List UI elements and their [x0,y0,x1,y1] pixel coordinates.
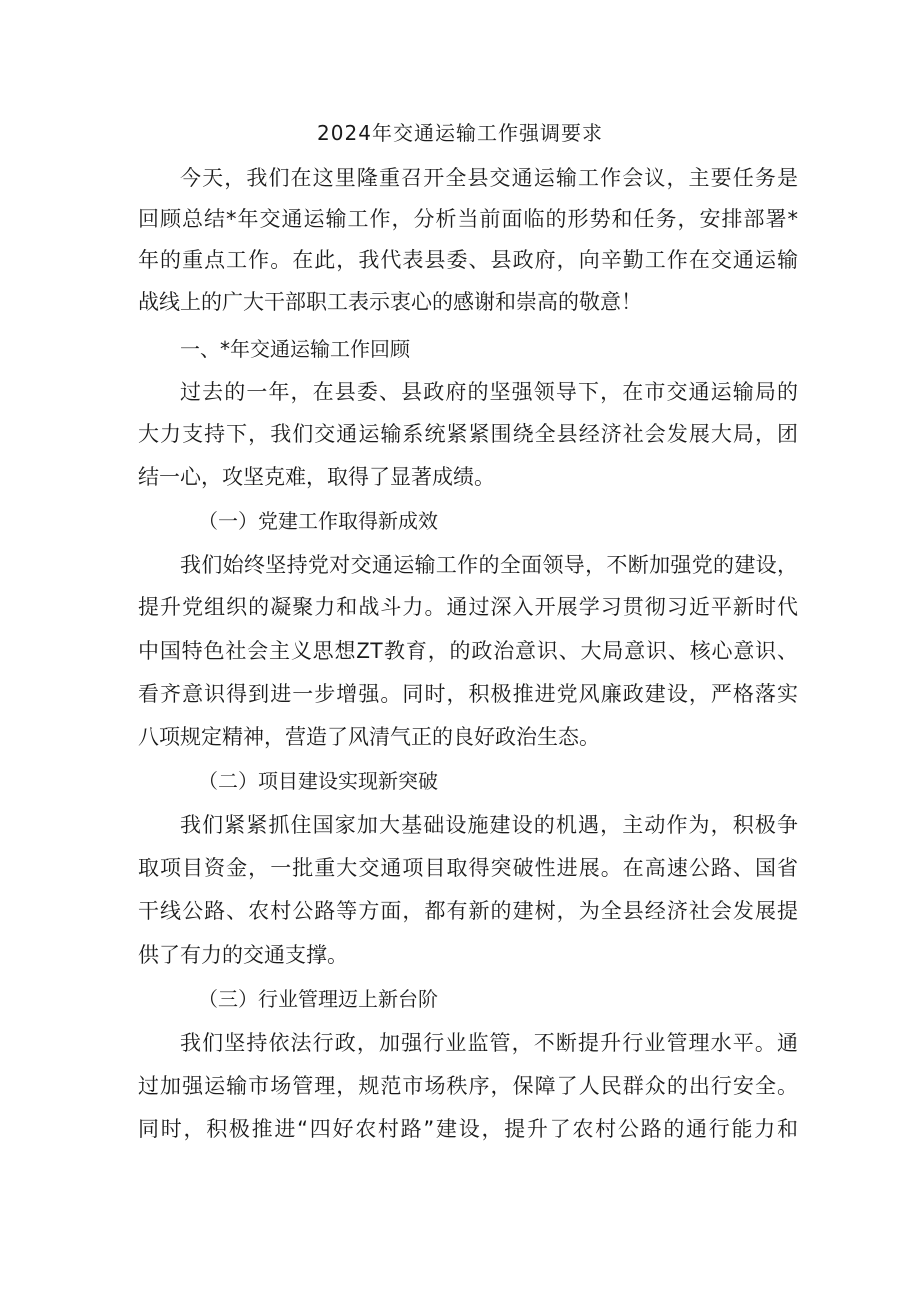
paragraph-line: 战线上的广大干部职工表示衷心的感谢和崇高的敬意！ [138,290,642,314]
line-text: 教育，的政治意识、大局意识、核心意识、 [383,639,799,663]
paragraph-line: 同时，积极推进“四好农村路”建设，提升了农村公路的通行能力和 [138,1117,798,1141]
paragraph-line: 年的重点工作。在此，我代表县委、县政府，向辛勤工作在交通运输 [138,248,798,272]
paragraph-line: 大力支持下，我们交通运输系统紧紧围绕全县经济社会发展大局，团 [138,422,798,446]
paragraph-line: 提升党组织的凝聚力和战斗力。通过深入开展学习贯彻习近平新时代 [138,595,798,619]
paragraph-line: 干线公路、农村公路等方面，都有新的建树，为全县经济社会发展提 [138,899,798,923]
paragraph-line: 我们坚持依法行政，加强行业监管，不断提升行业管理水平。通 [180,1031,798,1055]
paragraph-line: 今天，我们在这里隆重召开全县交通运输工作会议，主要任务是 [180,166,798,190]
document-title: 2024年交通运输工作强调要求 [317,121,603,145]
subsection-heading: （三）行业管理迈上新台阶 [198,987,438,1011]
subsection-heading: （二）项目建设实现新突破 [198,769,438,793]
paragraph-line: 我们紧紧抓住国家加大基础设施建设的机遇，主动作为，积极争 [180,813,798,837]
paragraph-line [138,636,798,666]
paragraph-line: 过加强运输市场管理，规范市场秩序，保障了人民群众的出行安全。 [138,1074,798,1098]
line-text: 中国特色社会主义思想 [138,639,357,663]
paragraph-line: 供了有力的交通支撑。 [138,943,348,967]
paragraph-line: 看齐意识得到进一步增强。同时，积极推进党风廉政建设，严格落实 [138,682,798,706]
section-heading: 一、*年交通运输工作回顾 [180,337,410,361]
paragraph-line: 取项目资金，一批重大交通项目取得突破性进展。在高速公路、国省 [138,856,798,880]
subsection-heading: （一）党建工作取得新成效 [198,509,438,533]
paragraph-line: 回顾总结*年交通运输工作，分析当前面临的形势和任务，安排部署* [138,207,798,231]
paragraph-line: 我们始终坚持党对交通运输工作的全面领导，不断加强党的建设， [180,553,798,577]
paragraph-line: 结一心，攻坚克难，取得了显著成绩。 [138,465,495,489]
paragraph-line: 八项规定精神，营造了风清气正的良好政治生态。 [138,725,600,749]
zt-abbreviation: ZT [356,638,384,663]
paragraph-line: 过去的一年，在县委、县政府的坚强领导下，在市交通运输局的 [180,380,798,404]
